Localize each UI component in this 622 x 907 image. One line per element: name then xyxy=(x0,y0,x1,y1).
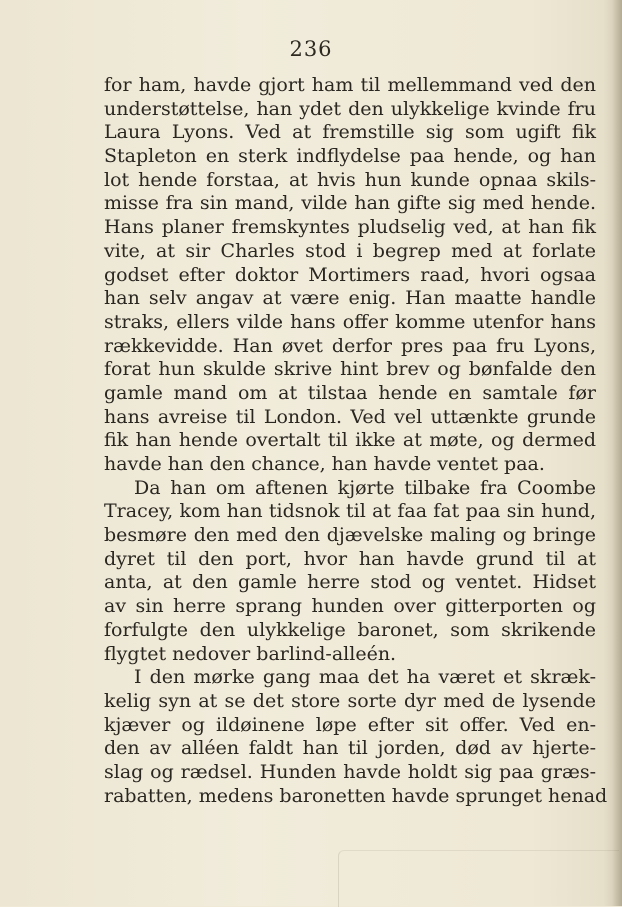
text-line: den av alléen faldt han til jorden, død av hjerte- xyxy=(104,737,596,760)
text-line: dyret til den port, hvor han havde grund til at xyxy=(104,547,596,570)
text-line: hans avreise til London. Ved vel uttænkte grunde xyxy=(104,405,596,428)
text-line: Da han om aftenen kjørte tilbake fra Coombe xyxy=(134,476,596,499)
text-line: understøttelse, han ydet den ulykkelige kvinde fru xyxy=(104,97,596,120)
page-number: 236 xyxy=(289,37,333,61)
text-line: besmøre den med den djævelske maling og bringe xyxy=(104,524,596,547)
text-line: kelig syn at se det store sorte dyr med de lysende xyxy=(104,689,596,712)
body-text xyxy=(104,74,608,808)
text-line: kjæver og ildøinene løpe efter sit offer. Ved en- xyxy=(104,713,596,736)
text-line: fik han hende overtalt til ikke at møte, og dermed xyxy=(104,429,596,452)
text-line: Stapleton en sterk indflydelse paa hende, og han xyxy=(104,145,596,168)
text-line: for ham, havde gjort ham til mellemmand ved den xyxy=(104,74,596,96)
text-line: Tracey, kom han tidsnok til at faa fat paa sin hund, xyxy=(104,500,596,523)
text-line: misse fra sin mand, vilde han gifte sig med hende. xyxy=(104,192,596,215)
text-line: vite, at sir Charles stod i begrep med at forlate xyxy=(104,239,596,262)
text-line: straks, ellers vilde hans offer komme utenfor hans xyxy=(104,310,596,333)
text-line: slag og rædsel. Hunden havde holdt sig paa græs- xyxy=(104,760,596,783)
text-line: flygtet nedover barlind-alleén. xyxy=(104,642,397,665)
text-line: Hans planer fremskyntes pludselig ved, at han fik xyxy=(104,216,596,239)
text-line: I den mørke gang maa det ha været et skræk- xyxy=(134,666,596,689)
text-line: lot hende forstaa, at hvis hun kunde opnaa skils- xyxy=(104,168,596,191)
text-line: rabatten, medens baronetten havde sprunget henad xyxy=(104,784,608,807)
text-line: han selv angav at være enig. Han maatte handle xyxy=(104,287,596,310)
text-line: rækkevidde. Han øvet derfor pres paa fru Lyons, xyxy=(104,334,596,357)
text-line: forat hun skulde skrive hint brev og bønfalde den xyxy=(104,358,596,381)
text-line: gamle mand om at tilstaa hende en samtale før xyxy=(104,381,596,404)
page-spine-shadow xyxy=(612,0,622,906)
page-corner-mark xyxy=(338,850,619,907)
text-line: av sin herre sprang hunden over gitterporten og xyxy=(104,595,596,618)
text-line: havde han den chance, han havde ventet paa. xyxy=(104,453,545,475)
text-line: Laura Lyons. Ved at fremstille sig som ugift fik xyxy=(104,121,596,144)
text-line: godset efter doktor Mortimers raad, hvori ogsaa xyxy=(104,263,596,286)
text-line: forfulgte den ulykkelige baronet, som skrikende xyxy=(104,618,596,641)
text-line: anta, at den gamle herre stod og ventet. Hidset xyxy=(104,571,596,594)
